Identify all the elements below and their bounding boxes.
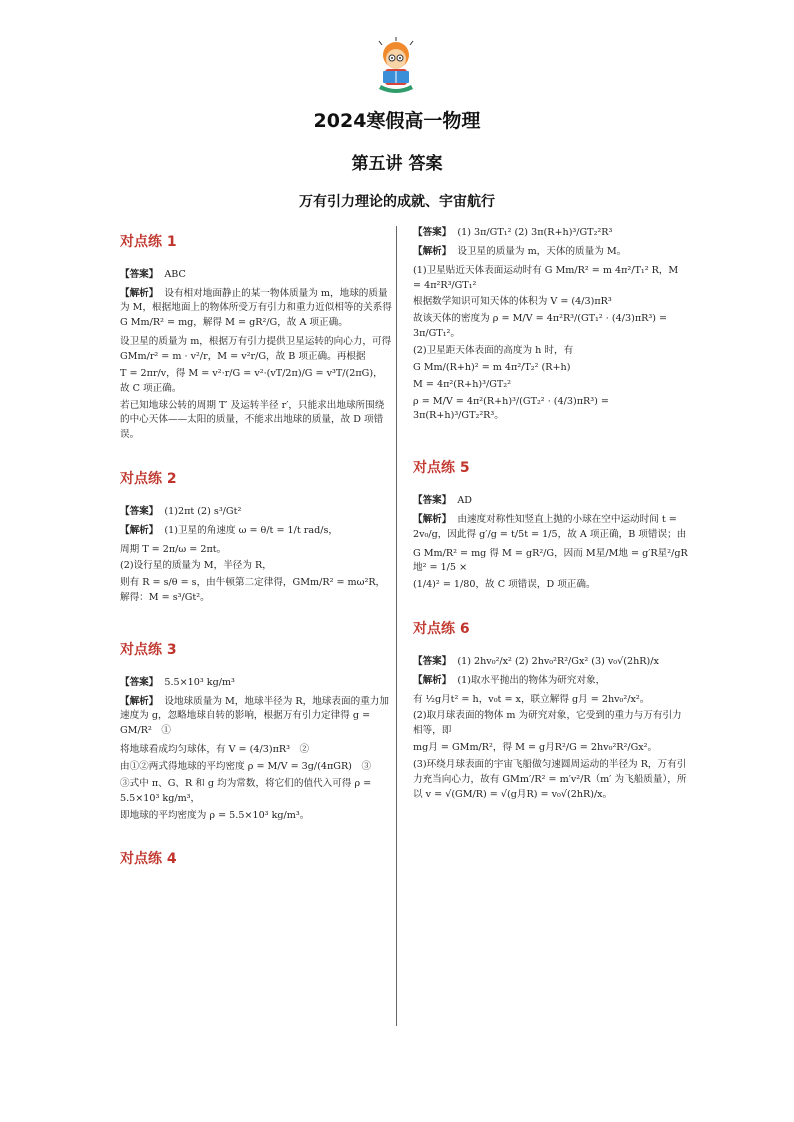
answer-label: 【答案】 [120,268,159,280]
answer [120,268,392,283]
explanation-line: 由速度对称性知竖直上抛的小球在空中运动时间 t = 2v₀/g，因此得 g′/g = t/5t = 1/5，故 A 项正确，B 项错误；由 [413,513,687,540]
explanation-line: mg月 = GMm/R²，得 M = g月R²/G = 2hv₀²R²/Gx²。 [413,742,658,754]
left-column [120,226,392,885]
explanation-line: 有 ½g月t² = h，v₀t = x，联立解得 g月 = 2hv₀²/x²。 [413,693,650,705]
explanation-line: (1/4)² = 1/80，故 C 项错误，D 项正确。 [413,579,596,591]
answer-value: (1)2πt (2) s³/Gt² [164,505,242,517]
answer-value: AD [457,495,472,506]
explanation-line: (3)环绕月球表面的宇宙飞船做匀速圆周运动的半径为 R，万有引力充当向心力，故有 GMm′/R² = m′v²/R（m′ 为飞船质量），所以 v = √(GM/R) = √(g月R) = v₀√(2hR)/x。 [413,759,687,800]
explanation-line: G Mm/(R+h)² = m 4π²/T₂² (R+h) [413,361,571,373]
explanation-line: ρ = M/V = 4π²(R+h)³/(GT₂² · (4/3)πR³) = 3π(R+h)³/GT₂²R³。 [413,395,609,422]
answer-label: 【答案】 [413,655,452,667]
section-1 [120,232,392,443]
answer-value: (1) 3π/GT₁² (2) 3π(R+h)³/GT₂²R³ [457,227,613,238]
explanation-line: 设有相对地面静止的某一物体质量为 m，地球的质量为 M，根据地面上的物体所受万有引力和重力近似相等的关系得 G Mm/R² = mg，解得 M = gR²/G，故 A 项正确。 [120,287,392,329]
section-6 [413,619,688,802]
explanation-line: (1)取水平抛出的物体为研究对象， [457,674,606,686]
section-heading: 对点练 6 [413,621,470,638]
reading-child-mascot-icon [365,35,427,97]
explanation-line: 根据数学知识可知天体的体积为 V = (4/3)πR³ [413,296,612,308]
explanation-line: 则有 R = s/θ = s，由牛顿第二定律得，GMm/R² = mω²R，解得：M = s³/Gt²。 [120,577,386,604]
explanation-line: 设卫星的质量为 m，根据万有引力提供卫星运转的向心力，可得 GMm/r² = m · v²/r，M = v²r/G，故 B 项正确。再根据 [120,336,392,362]
explanation [120,287,392,332]
explanation-line: (2)取月球表面的物体 m 为研究对象，它受到的重力与万有引力相等，即 [413,710,682,737]
answer-value: (1) 2hv₀²/x² (2) 2hv₀²R²/Gx² (3) v₀√(2hR)/x [457,655,659,667]
section-4-heading-block [120,849,392,871]
section-2 [120,469,392,606]
right-column [413,226,688,805]
explanation-line: 设卫星的质量为 m，天体的质量为 M。 [457,245,627,257]
explanation-label: 【解析】 [120,524,159,536]
explanation-line: G Mm/R² = mg 得 M = gR²/G，因而 M星/M地 = g′R星²/gR地² = 1/5 × [413,547,688,574]
explanation-line: 周期 T = 2π/ω = 2πt。 [120,543,227,555]
explanation-line: (2)卫星距天体表面的高度为 h 时，有 [413,345,574,357]
explanation-line: 故该天体的密度为 ρ = M/V = 4π²R³/(GT₁² · (4/3)πR³) = 3π/GT₁²。 [413,313,668,340]
explanation-line: 设地球质量为 M，地球半径为 R，地球表面的重力加速度为 g，忽略地球自转的影响，根据万有引力定律得 g = GM/R² ① [120,695,389,737]
explanation-line: ③式中 π、G、R 和 g 均为常数，将它们的值代入可得 ρ = 5.5×10³ kg/m³， [120,777,372,804]
section-heading: 对点练 2 [120,471,177,488]
explanation-label: 【解析】 [413,513,452,525]
explanation [413,513,688,543]
topic-title: 万有引力理论的成就、宇宙航行 [299,194,495,210]
answer [120,505,392,520]
explanation-label: 【解析】 [120,287,159,299]
explanation-label: 【解析】 [413,674,452,686]
answer-label: 【答案】 [413,495,452,506]
answer [413,494,688,509]
section-heading: 对点练 5 [413,460,470,477]
explanation-line: (1)卫星的角速度 ω = θ/t = 1/t rad/s， [164,524,338,536]
answer-label: 【答案】 [120,676,159,688]
lecture-title: 第五讲 答案 [351,154,443,174]
explanation-line: M = 4π²(R+h)³/GT₂² [413,378,511,390]
answer-label: 【答案】 [413,227,452,238]
column-divider [396,226,397,1026]
explanation-line: 由①②两式得地球的平均密度 ρ = M/V = 3g/(4πGR) ③ [120,760,372,772]
section-heading: 对点练 3 [120,641,177,658]
answer [413,655,688,670]
answer-label: 【答案】 [120,505,159,517]
document-title: 2024寒假高一物理 [313,110,481,132]
section-5 [413,458,688,593]
explanation-line: 即地球的平均密度为 ρ = 5.5×10³ kg/m³。 [120,809,310,821]
explanation [120,695,392,740]
explanation-line: 若已知地球公转的周期 T′ 及运转半径 r′，只能求出地球所围绕的中心天体——太阳的质量，不能求出地球的质量，故 D 项错误。 [120,399,385,441]
answer [120,676,392,691]
explanation-line: 将地球看成均匀球体，有 V = (4/3)πR³ ② [120,744,310,756]
answer [413,226,688,241]
section-3 [120,640,392,823]
explanation-label: 【解析】 [413,245,452,257]
explanation-line: T = 2πr/v，得 M = v²·r/G = v²·(vT/2π)/G = v³T/(2πG)，故 C 项正确。 [120,367,383,394]
explanation-label: 【解析】 [120,695,159,707]
explanation-line: (1)卫星贴近天体表面运动时有 G Mm/R² = m 4π²/T₁² R，M = 4π²R³/GT₁² [413,264,679,291]
explanation [413,245,688,260]
explanation [413,674,688,689]
explanation-line: (2)设行星的质量为 M，半径为 R， [120,560,272,572]
section-heading: 对点练 4 [120,851,177,868]
section-4 [413,226,688,424]
answer-value: 5.5×10³ kg/m³ [164,676,235,688]
answer-value: ABC [164,268,186,280]
section-heading: 对点练 1 [120,234,177,250]
explanation [120,524,392,539]
